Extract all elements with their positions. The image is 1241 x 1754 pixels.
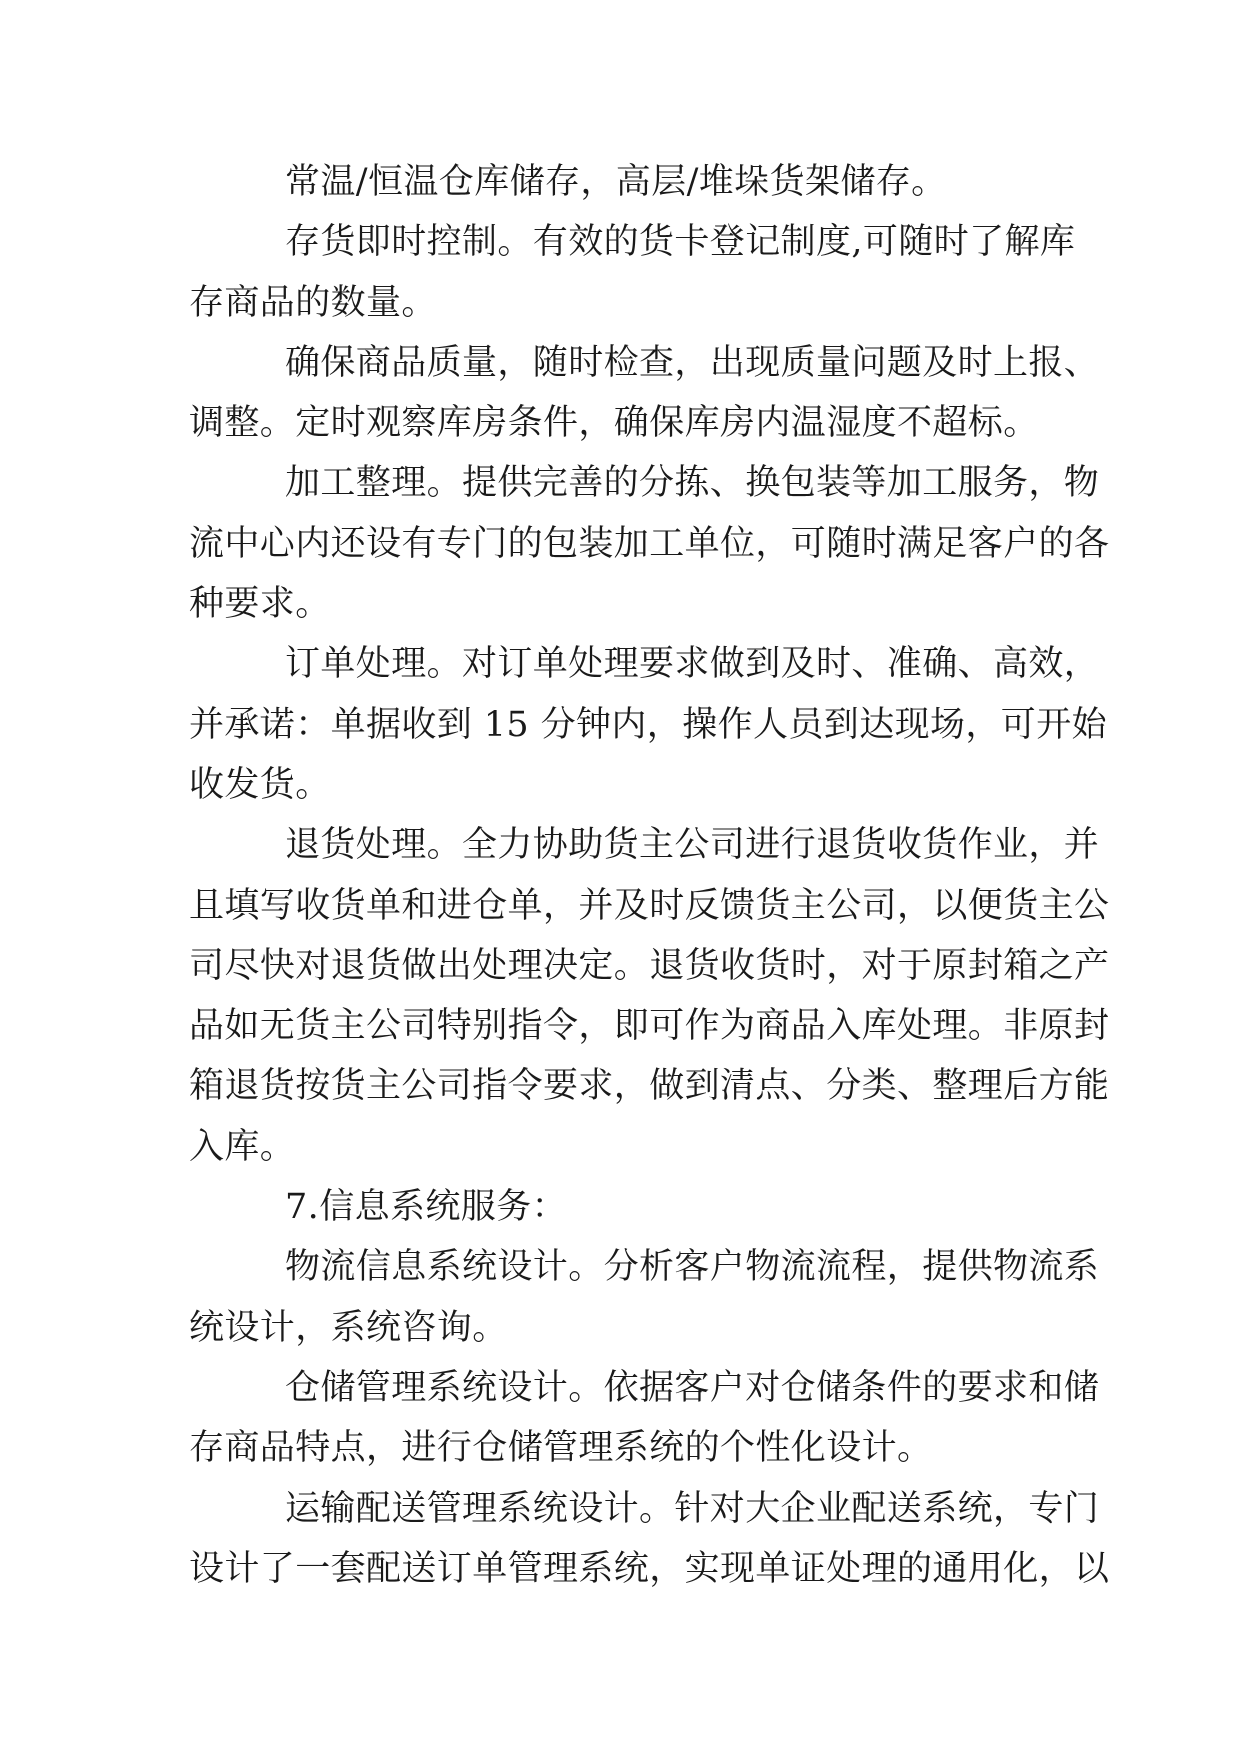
text-line: 且填写收货单和进仓单，并及时反馈货主公司，以便货主公	[189, 885, 1110, 926]
text-line: 订单处理。对订单处理要求做到及时、准确、高效，	[285, 644, 1100, 685]
text-line: 司尽快对退货做出处理决定。退货收货时，对于原封箱之产	[189, 945, 1110, 986]
section-heading-information-systems	[189, 1177, 1053, 1237]
paragraph-order-handling	[189, 634, 1107, 815]
text-line: 存货即时控制。有效的货卡登记制度,可随时了解库	[285, 222, 1076, 263]
text-line: 物流信息系统设计。分析客户物流流程，提供物流系	[285, 1247, 1100, 1288]
paragraph-transport-system	[189, 1479, 1110, 1600]
text-line: 存商品的数量。	[189, 282, 437, 323]
text-line: 设计了一套配送订单管理系统，实现单证处理的通用化，以	[189, 1548, 1110, 1589]
paragraph-storage	[189, 152, 1053, 212]
text-line: 并承诺：单据收到 15 分钟内，操作人员到达现场，可开始	[189, 704, 1107, 745]
text-line: 流中心内还设有专门的包装加工单位，可随时满足客户的各	[189, 523, 1110, 564]
text-line: 常温/恒温仓库储存，高层/堆垛货架储存。	[285, 162, 947, 202]
text-line: 收发货。	[189, 764, 331, 805]
text-line: 入库。	[189, 1126, 296, 1167]
paragraph-inventory-control	[189, 212, 1076, 333]
text-line: 7.信息系统服务：	[285, 1187, 567, 1228]
text-line: 箱退货按货主公司指令要求，做到清点、分类、整理后方能	[189, 1066, 1110, 1107]
text-line: 调整。定时观察库房条件，确保库房内温湿度不超标。	[189, 403, 1039, 444]
text-line: 加工整理。提供完善的分拣、换包装等加工服务，物	[285, 463, 1100, 504]
text-line: 存商品特点，进行仓储管理系统的个性化设计。	[189, 1428, 933, 1469]
text-line: 退货处理。全力协助货主公司进行退货收货作业，并	[285, 825, 1100, 866]
paragraph-logistics-info-system	[189, 1237, 1100, 1358]
text-line: 确保商品质量，随时检查，出现质量问题及时上报、	[285, 342, 1100, 383]
text-line: 统设计，系统咨询。	[189, 1307, 508, 1348]
text-line: 运输配送管理系统设计。针对大企业配送系统，专门	[285, 1488, 1100, 1529]
text-line: 品如无货主公司特别指令，即可作为商品入库处理。非原封	[189, 1006, 1110, 1047]
paragraph-quality-assurance	[189, 333, 1100, 454]
paragraph-returns	[189, 815, 1110, 1177]
paragraph-processing	[189, 453, 1110, 634]
paragraph-warehouse-system	[189, 1358, 1100, 1479]
document-body	[189, 152, 1110, 1599]
text-line: 种要求。	[189, 584, 331, 625]
text-line: 仓储管理系统设计。依据客户对仓储条件的要求和储	[285, 1367, 1100, 1408]
